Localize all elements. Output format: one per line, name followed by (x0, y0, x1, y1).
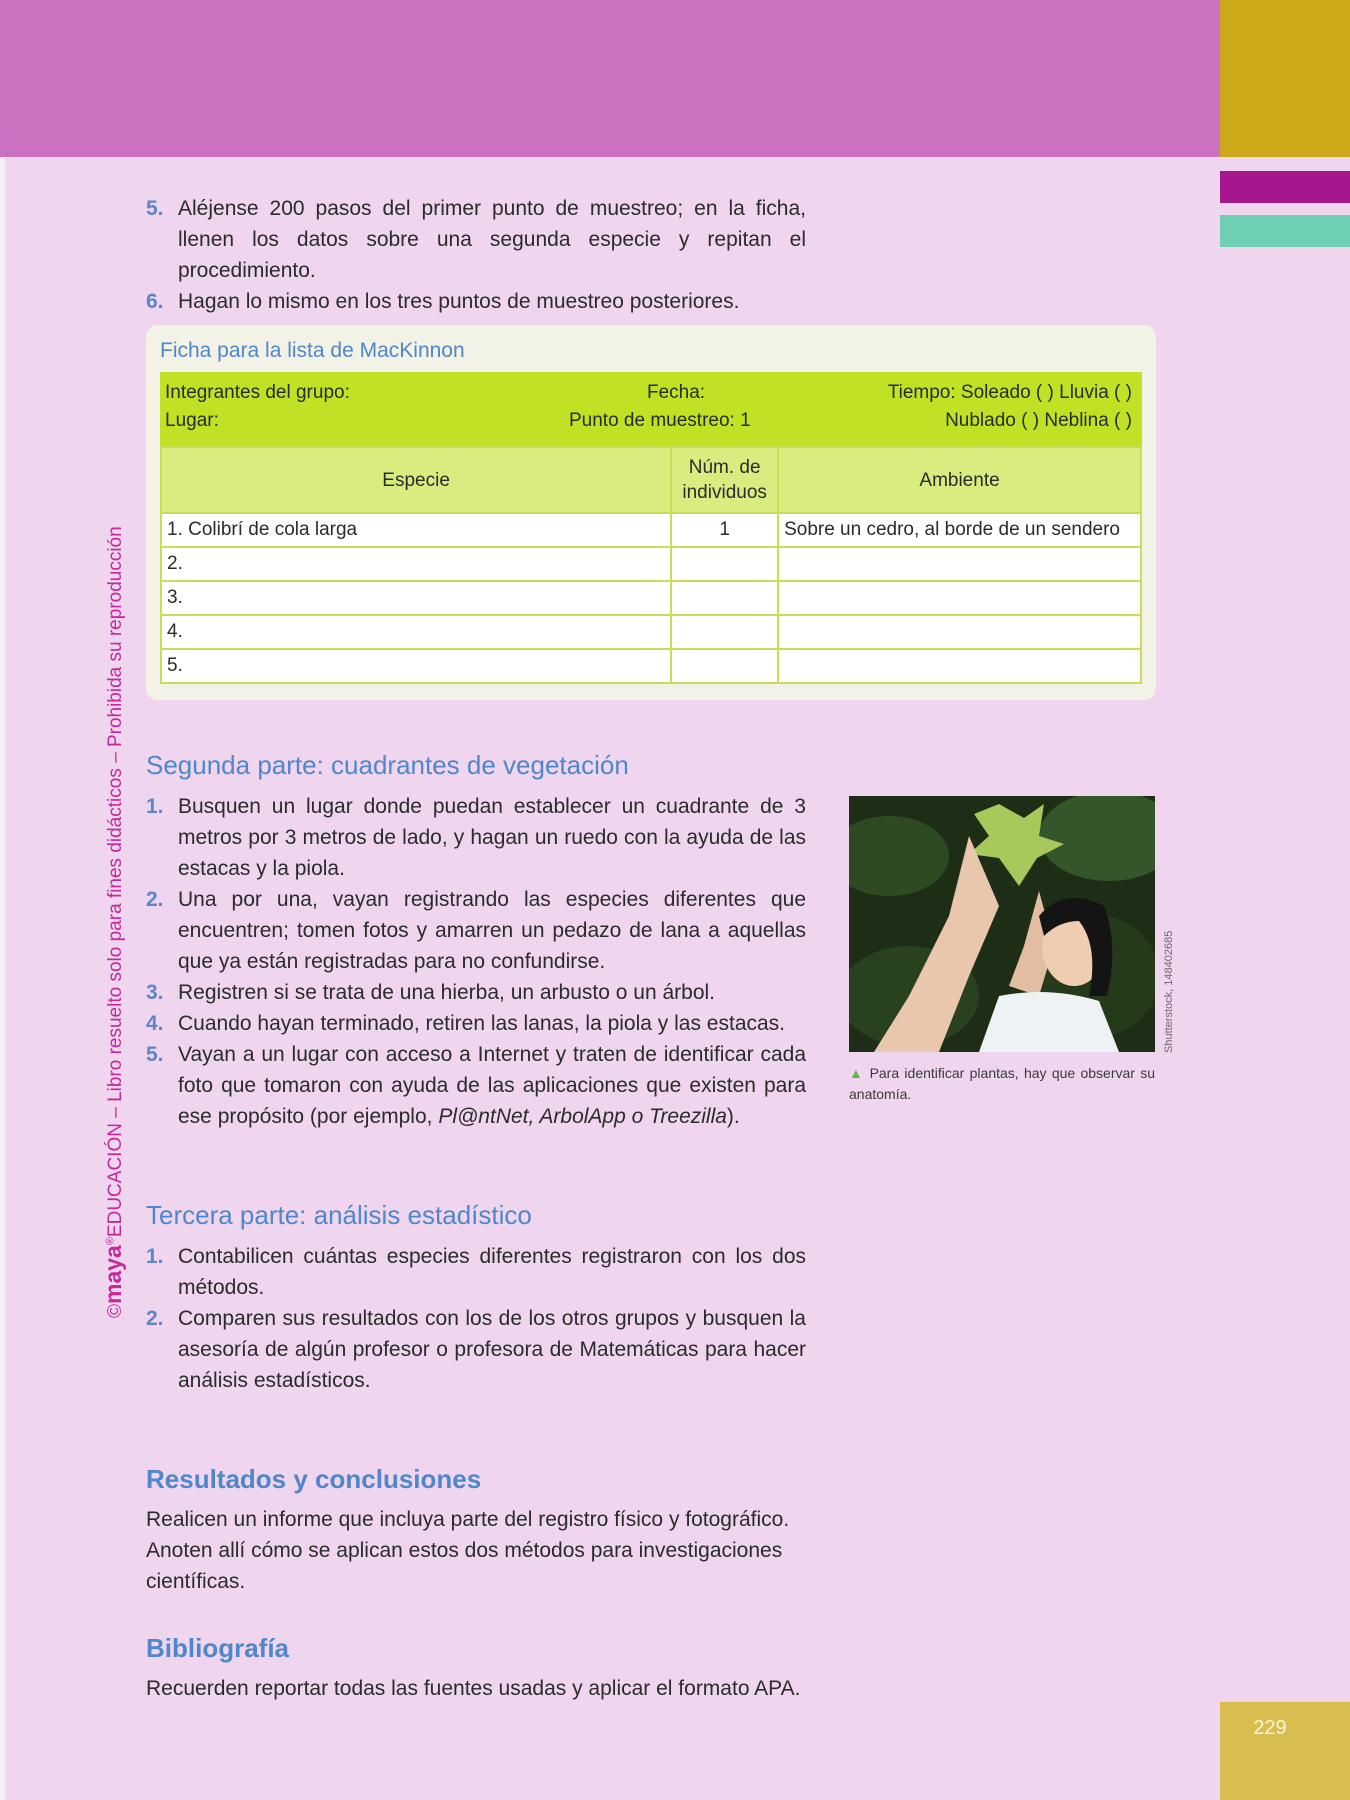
table-row (161, 547, 1141, 581)
photo-illustration (849, 796, 1155, 1052)
cell-ambiente: Sobre un cedro, al borde de un sendero (778, 513, 1141, 547)
resultados-text: Realicen un informe que incluya parte del registro físico y fotográfico. Anoten allí cómo se aplican estos dos métodos para investigaciones científicas. (146, 1508, 790, 1593)
tiempo-options-2: Nublado ( ) Neblina ( ) (945, 410, 1132, 431)
registered-mark: ® (104, 1237, 117, 1246)
photo-credit: Shutterstock, 148402685 (1163, 930, 1175, 1053)
ficha-info-band (160, 372, 1142, 446)
copyright-symbol: © (105, 1304, 126, 1318)
cell-ambiente (778, 615, 1141, 649)
ficha-title: Ficha para la lista de MacKinnon (160, 339, 465, 362)
list-item (146, 977, 806, 1008)
item-text: Busquen un lugar donde puedan establecer un cuadrante de 3 metros por 3 metros de lado, y hagan un ruedo con la ayuda de las estacas y la piola. (178, 795, 806, 880)
page-number-block (1220, 1702, 1350, 1800)
list-item (146, 1008, 806, 1039)
photo-caption (849, 1063, 1155, 1105)
item-number: 5. (146, 197, 164, 220)
copyright-text: EDUCACIÓN – Libro resuelto solo para fines didácticos – Prohibida su reproducción (105, 526, 126, 1238)
cell-num (671, 649, 778, 683)
item-text-end: ). (726, 1105, 740, 1128)
caption-text: Para identificar plantas, hay que observar su anatomía. (849, 1065, 1156, 1102)
list-item (146, 791, 806, 884)
cell-ambiente (778, 581, 1141, 615)
list-item (146, 1303, 806, 1396)
list-item (146, 286, 806, 317)
item-number: 1. (146, 1245, 164, 1268)
app-names: Pl@ntNet, ArbolApp o Treezilla (438, 1105, 727, 1128)
header-band (0, 0, 1220, 157)
integrantes-label: Integrantes del grupo: (165, 382, 350, 403)
steps-list-top (146, 193, 806, 317)
item-number: 4. (146, 1012, 164, 1035)
item-text: Registren si se trata de una hierba, un arbusto o un árbol. (178, 981, 715, 1004)
column-header-especie: Especie (161, 447, 671, 513)
cell-especie: 4. (161, 615, 671, 649)
page-number: 229 (1253, 1717, 1287, 1739)
resultados-heading: Resultados y conclusiones (146, 1464, 482, 1494)
list-item (146, 884, 806, 977)
ficha-panel (146, 325, 1156, 700)
header-line: individuos (682, 482, 767, 503)
segunda-list (146, 791, 806, 1132)
column-header-num (671, 447, 778, 513)
table-row (161, 581, 1141, 615)
bibliografia-text: Recuerden reportar todas las fuentes usadas y aplicar el formato APA. (146, 1677, 801, 1700)
page-edge (0, 157, 5, 1800)
cell-especie: 5. (161, 649, 671, 683)
item-number: 5. (146, 1043, 164, 1066)
species-table (160, 446, 1142, 684)
cell-num (671, 581, 778, 615)
item-number: 2. (146, 1307, 164, 1330)
table-row (161, 649, 1141, 683)
cell-ambiente (778, 547, 1141, 581)
lugar-label: Lugar: (165, 410, 219, 431)
item-text: Contabilicen cuántas especies diferentes registraron con los dos métodos. (178, 1245, 806, 1299)
item-number: 3. (146, 981, 164, 1004)
segunda-parte-heading: Segunda parte: cuadrantes de vegetación (146, 750, 629, 780)
item-text: Comparen sus resultados con los de los otros grupos y busquen la asesoría de algún profesor o profesora de Matemáticas para hacer análisis estadísticos. (178, 1307, 806, 1392)
punto-muestreo-label: Punto de muestreo: 1 (569, 410, 751, 431)
item-number: 2. (146, 888, 164, 911)
header-line: Núm. de (688, 457, 761, 478)
table-row (161, 615, 1141, 649)
brand-logo: maya (100, 1245, 126, 1304)
triangle-icon: ▲ (849, 1065, 865, 1081)
photo-woman-leaf (849, 796, 1155, 1052)
tercera-parte-heading: Tercera parte: análisis estadístico (146, 1200, 532, 1230)
list-item (146, 1039, 806, 1132)
cell-num (671, 547, 778, 581)
item-number: 1. (146, 795, 164, 818)
item-text: Vayan a un lugar con acceso a Internet y traten de identificar cada foto que tomaron con ayuda de las aplicaciones que existen para ese propósito (por ejemplo, (178, 1043, 806, 1128)
fecha-label: Fecha: (647, 382, 706, 403)
cell-ambiente (778, 649, 1141, 683)
cell-especie: 2. (161, 547, 671, 581)
copyright-notice (100, 526, 127, 1318)
bibliografia-heading: Bibliografía (146, 1633, 290, 1663)
column-header-ambiente: Ambiente (778, 447, 1141, 513)
tiempo-options: Tiempo: Soleado ( ) Lluvia ( ) (887, 382, 1132, 403)
chapter-tab-magenta (1220, 171, 1350, 203)
cell-num: 1 (671, 513, 778, 547)
chapter-tab-teal (1220, 215, 1350, 247)
item-text: Cuando hayan terminado, retiren las lanas, la piola y las estacas. (178, 1012, 786, 1035)
cell-especie: 3. (161, 581, 671, 615)
list-item (146, 1241, 806, 1303)
item-number: 6. (146, 290, 164, 313)
cell-especie: 1. Colibrí de cola larga (161, 513, 671, 547)
item-text: Aléjense 200 pasos del primer punto de muestreo; en la ficha, llenen los datos sobre una segunda especie y repitan el procedimiento. (178, 197, 806, 282)
corner-block (1220, 0, 1350, 157)
table-row (161, 513, 1141, 547)
item-text: Una por una, vayan registrando las especies diferentes que encuentren; tomen fotos y amarren un pedazo de lana a aquellas que ya están registradas para no confundirse. (178, 888, 806, 973)
item-text: Hagan lo mismo en los tres puntos de muestreo posteriores. (178, 290, 740, 313)
tercera-list (146, 1241, 806, 1396)
list-item (146, 193, 806, 286)
cell-num (671, 615, 778, 649)
